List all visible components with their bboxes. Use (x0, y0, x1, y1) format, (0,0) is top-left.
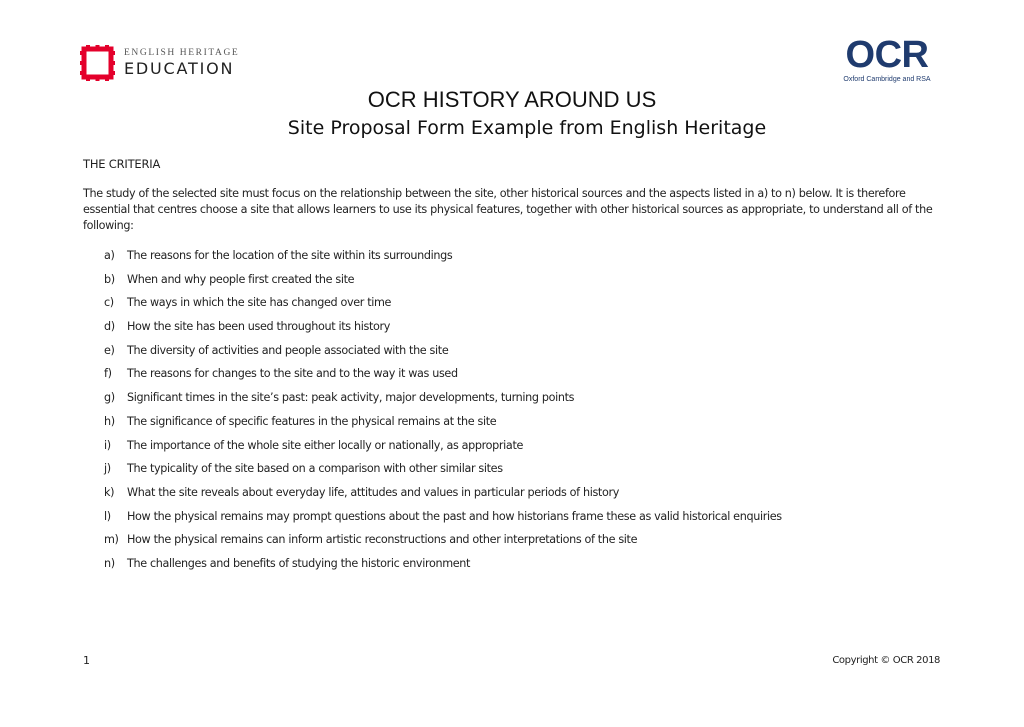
criteria-item-a (104, 248, 782, 272)
ocr-logo (832, 36, 942, 85)
criteria-letter: f) (104, 367, 112, 381)
criteria-item-c (104, 295, 782, 319)
criteria-letter: j) (104, 462, 111, 476)
criteria-text: The significance of specific features in the physical remains at the site (127, 414, 497, 428)
criteria-letter: i) (104, 438, 111, 452)
criteria-item-e (104, 343, 782, 367)
criteria-text: The typicality of the site based on a comparison with other similar sites (127, 462, 503, 476)
english-heritage-castle-icon (80, 45, 115, 81)
criteria-letter: n) (104, 556, 115, 570)
criteria-item-k (104, 485, 782, 509)
logo-bottom-line: EDUCATION (124, 59, 235, 78)
criteria-item-d (104, 319, 782, 343)
criteria-item-f (104, 366, 782, 390)
english-heritage-education-logo (80, 45, 239, 81)
criteria-list (104, 248, 782, 580)
criteria-letter: k) (104, 485, 115, 499)
criteria-text: What the site reveals about everyday life, attitudes and values in particular periods of history (127, 485, 619, 499)
page-number: 1 (83, 654, 90, 667)
criteria-item-l (104, 509, 782, 533)
criteria-text: The importance of the whole site either locally or nationally, as appropriate (127, 438, 524, 452)
criteria-letter: g) (104, 391, 115, 405)
criteria-item-j (104, 461, 782, 485)
copyright-notice: Copyright © OCR 2018 (832, 655, 940, 666)
criteria-item-g (104, 390, 782, 414)
criteria-letter: b) (104, 272, 115, 286)
criteria-letter: a) (104, 249, 115, 262)
criteria-item-n (104, 556, 782, 580)
criteria-letter: c) (104, 296, 114, 310)
page-title: OCR HISTORY AROUND US (367, 87, 657, 112)
criteria-item-i (104, 438, 782, 462)
criteria-text: The reasons for the location of the site within its surroundings (127, 249, 453, 262)
intro-paragraph: The study of the selected site must focus on the relationship between the site, other historical sources and the aspects listed in a) to n) below. It is therefore essential that centres choose a site that allows learners to use its physical features, together with other historical sources as appropriate, to understand all of the following: (83, 187, 933, 232)
section-heading: THE CRITERIA (83, 157, 161, 171)
criteria-text: The challenges and benefits of studying the historic environment (127, 556, 471, 570)
criteria-letter: m) (104, 533, 119, 547)
criteria-item-m (104, 532, 782, 556)
page-subtitle: Site Proposal Form Example from English Heritage (287, 117, 767, 139)
logo-top-line: ENGLISH HERITAGE (124, 48, 240, 58)
criteria-letter: h) (104, 414, 115, 428)
criteria-item-h (104, 414, 782, 438)
criteria-letter: l) (104, 509, 111, 523)
criteria-text: The ways in which the site has changed over time (127, 296, 392, 310)
criteria-text: The diversity of activities and people associated with the site (127, 343, 449, 357)
criteria-text: The reasons for changes to the site and to the way it was used (127, 367, 458, 381)
criteria-text: When and why people first created the site (127, 272, 355, 286)
criteria-letter: d) (104, 320, 115, 334)
ocr-tagline: Oxford Cambridge and RSA (843, 76, 931, 83)
ocr-wordmark: OCR (845, 34, 929, 76)
criteria-item-b (104, 272, 782, 296)
criteria-text: How the site has been used throughout its history (127, 320, 390, 334)
criteria-text: How the physical remains can inform artistic reconstructions and other interpretations of the site (127, 533, 638, 547)
criteria-letter: e) (104, 343, 115, 357)
criteria-text: Significant times in the site’s past: peak activity, major developments, turning points (127, 391, 575, 405)
criteria-text: How the physical remains may prompt questions about the past and how historians frame these as valid historical enquiries (127, 509, 782, 523)
